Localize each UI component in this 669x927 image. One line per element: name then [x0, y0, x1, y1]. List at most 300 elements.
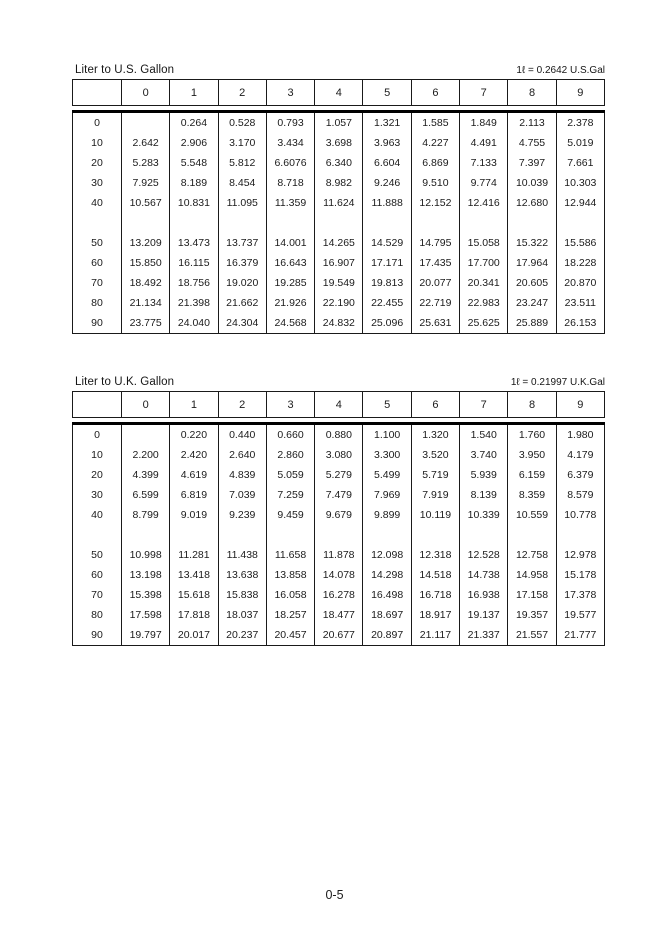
table-cell: 7.133 [460, 153, 508, 173]
table-row [73, 173, 605, 193]
table-cell: 23.775 [122, 313, 170, 334]
table-title-row [75, 64, 605, 76]
table-cell: 17.378 [556, 585, 604, 605]
table-cell [556, 525, 604, 545]
table-cell: 10.039 [508, 173, 556, 193]
table-cell: 14.738 [460, 565, 508, 585]
table-row [73, 565, 605, 585]
table-cell: 15.058 [460, 233, 508, 253]
table-cell [218, 525, 266, 545]
column-header-table [72, 391, 605, 418]
col-header: 7 [460, 392, 508, 418]
row-label: 40 [73, 505, 122, 525]
table-cell: 12.528 [460, 545, 508, 565]
table-cell: 6.340 [315, 153, 363, 173]
table-cell: 10.831 [170, 193, 218, 213]
col-header: 5 [363, 392, 411, 418]
table-cell: 12.944 [556, 193, 604, 213]
table-row [73, 605, 605, 625]
corner-cell [73, 392, 122, 418]
table-cell: 6.869 [411, 153, 459, 173]
table-cell [556, 213, 604, 233]
table-cell: 2.860 [266, 445, 314, 465]
table-cell: 12.416 [460, 193, 508, 213]
table-cell: 20.077 [411, 273, 459, 293]
table-cell: 20.341 [460, 273, 508, 293]
table-cell: 16.058 [266, 585, 314, 605]
conversion-factor-note: 1ℓ = 0.21997 U.K.Gal [510, 377, 605, 388]
table-cell: 8.718 [266, 173, 314, 193]
table-cell: 13.737 [218, 233, 266, 253]
table-cell: 13.209 [122, 233, 170, 253]
table-cell: 10.778 [556, 505, 604, 525]
table-cell: 26.153 [556, 313, 604, 334]
table-cell: 6.819 [170, 485, 218, 505]
table-cell: 13.418 [170, 565, 218, 585]
table-cell [170, 525, 218, 545]
table-cell: 19.357 [508, 605, 556, 625]
table-cell: 5.939 [460, 465, 508, 485]
table-cell: 9.019 [170, 505, 218, 525]
table-row [73, 153, 605, 173]
table-cell: 14.265 [315, 233, 363, 253]
table-cell: 16.907 [315, 253, 363, 273]
table-cell: 5.499 [363, 465, 411, 485]
table-cell: 15.178 [556, 565, 604, 585]
table-cell [122, 112, 170, 134]
table-cell: 2.113 [508, 112, 556, 134]
row-label: 50 [73, 233, 122, 253]
table-cell: 17.700 [460, 253, 508, 273]
table-cell: 5.812 [218, 153, 266, 173]
table-cell [508, 213, 556, 233]
table-row [73, 445, 605, 465]
table-cell: 8.139 [460, 485, 508, 505]
row-label: 60 [73, 565, 122, 585]
table-cell: 14.529 [363, 233, 411, 253]
table-row [73, 273, 605, 293]
table-cell: 6.159 [508, 465, 556, 485]
table-body [72, 422, 605, 646]
table-cell: 7.479 [315, 485, 363, 505]
table-cell: 25.096 [363, 313, 411, 334]
table-cell: 3.963 [363, 133, 411, 153]
table-cell: 9.510 [411, 173, 459, 193]
table-cell: 11.888 [363, 193, 411, 213]
table-row [73, 545, 605, 565]
table-cell [266, 525, 314, 545]
table-cell: 20.677 [315, 625, 363, 646]
row-label: 80 [73, 605, 122, 625]
table-cell: 19.549 [315, 273, 363, 293]
table-cell: 4.179 [556, 445, 604, 465]
table-cell: 14.078 [315, 565, 363, 585]
table-cell: 7.039 [218, 485, 266, 505]
table-cell: 2.642 [122, 133, 170, 153]
row-label: 20 [73, 153, 122, 173]
table-cell: 10.119 [411, 505, 459, 525]
table-cell: 21.337 [460, 625, 508, 646]
table-cell: 21.557 [508, 625, 556, 646]
table-cell: 4.399 [122, 465, 170, 485]
table-cell: 17.171 [363, 253, 411, 273]
table-title: Liter to U.S. Gallon [75, 64, 175, 76]
table-cell: 11.359 [266, 193, 314, 213]
table-cell: 0.528 [218, 112, 266, 134]
table-cell: 3.434 [266, 133, 314, 153]
table-cell: 21.777 [556, 625, 604, 646]
table-cell: 20.457 [266, 625, 314, 646]
table-cell: 9.239 [218, 505, 266, 525]
table-cell: 17.964 [508, 253, 556, 273]
table-cell [170, 213, 218, 233]
table-cell: 19.797 [122, 625, 170, 646]
table-cell: 18.228 [556, 253, 604, 273]
table-cell: 11.281 [170, 545, 218, 565]
row-label [73, 213, 122, 233]
table-cell [218, 213, 266, 233]
table-cell: 23.247 [508, 293, 556, 313]
table-cell: 8.799 [122, 505, 170, 525]
table-cell: 6.6076 [266, 153, 314, 173]
col-header: 0 [122, 392, 170, 418]
table-cell: 13.198 [122, 565, 170, 585]
table-cell: 2.200 [122, 445, 170, 465]
table-cell: 2.906 [170, 133, 218, 153]
row-label: 40 [73, 193, 122, 213]
table-cell: 20.017 [170, 625, 218, 646]
table-cell: 10.303 [556, 173, 604, 193]
table-cell [363, 213, 411, 233]
table-cell: 15.398 [122, 585, 170, 605]
table-cell: 20.870 [556, 273, 604, 293]
row-label: 10 [73, 445, 122, 465]
table-cell: 4.755 [508, 133, 556, 153]
table-cell: 3.740 [460, 445, 508, 465]
table-cell: 10.567 [122, 193, 170, 213]
table-cell [315, 525, 363, 545]
table-cell: 19.137 [460, 605, 508, 625]
table-cell: 5.283 [122, 153, 170, 173]
table-cell: 22.455 [363, 293, 411, 313]
col-header: 5 [363, 80, 411, 106]
spacer-row [73, 525, 605, 545]
table-cell: 21.117 [411, 625, 459, 646]
table-cell [411, 525, 459, 545]
table-cell: 6.599 [122, 485, 170, 505]
table-body [72, 110, 605, 334]
col-header: 9 [556, 80, 604, 106]
table-cell: 4.839 [218, 465, 266, 485]
table-cell: 11.438 [218, 545, 266, 565]
table-row [73, 293, 605, 313]
table-cell [122, 525, 170, 545]
table-cell: 3.080 [315, 445, 363, 465]
table-cell: 22.983 [460, 293, 508, 313]
table-cell: 24.568 [266, 313, 314, 334]
table-cell: 19.813 [363, 273, 411, 293]
table-cell: 5.548 [170, 153, 218, 173]
col-header: 3 [266, 392, 314, 418]
table-row [73, 193, 605, 213]
table-cell: 5.059 [266, 465, 314, 485]
table-cell: 4.491 [460, 133, 508, 153]
col-header: 4 [315, 392, 363, 418]
table-cell: 12.758 [508, 545, 556, 565]
row-label: 70 [73, 273, 122, 293]
table-cell: 17.158 [508, 585, 556, 605]
table-cell: 9.679 [315, 505, 363, 525]
table-row [73, 253, 605, 273]
col-header: 8 [508, 80, 556, 106]
col-header: 1 [170, 80, 218, 106]
col-header: 2 [218, 80, 266, 106]
liter-to-us-gallon-table [72, 64, 605, 334]
row-label: 70 [73, 585, 122, 605]
table-cell: 5.279 [315, 465, 363, 485]
page-number: 0-5 [325, 888, 344, 902]
table-cell: 8.454 [218, 173, 266, 193]
table-cell: 20.237 [218, 625, 266, 646]
row-label: 90 [73, 313, 122, 334]
table-cell: 19.285 [266, 273, 314, 293]
table-cell: 18.756 [170, 273, 218, 293]
table-cell: 7.397 [508, 153, 556, 173]
table-cell: 1.057 [315, 112, 363, 134]
table-cell: 17.818 [170, 605, 218, 625]
table-cell: 13.858 [266, 565, 314, 585]
table-cell: 16.498 [363, 585, 411, 605]
col-header: 6 [411, 80, 459, 106]
table-cell: 12.152 [411, 193, 459, 213]
table-cell: 2.640 [218, 445, 266, 465]
table-cell: 7.969 [363, 485, 411, 505]
table-cell: 16.643 [266, 253, 314, 273]
table-cell: 11.658 [266, 545, 314, 565]
table-cell [315, 213, 363, 233]
spacer-row [73, 213, 605, 233]
table-cell: 19.577 [556, 605, 604, 625]
row-label: 80 [73, 293, 122, 313]
table-cell: 3.698 [315, 133, 363, 153]
table-cell: 12.318 [411, 545, 459, 565]
table-row [73, 233, 605, 253]
table-cell [508, 525, 556, 545]
table-cell: 15.838 [218, 585, 266, 605]
table-cell: 23.511 [556, 293, 604, 313]
table-cell: 24.040 [170, 313, 218, 334]
table-cell: 9.246 [363, 173, 411, 193]
column-header-row [73, 80, 605, 106]
table-cell: 22.190 [315, 293, 363, 313]
table-cell: 2.378 [556, 112, 604, 134]
table-cell: 1.320 [411, 424, 459, 446]
conversion-factor-note: 1ℓ = 0.2642 U.S.Gal [516, 65, 605, 76]
table-cell: 16.278 [315, 585, 363, 605]
table-row [73, 313, 605, 334]
table-cell: 25.625 [460, 313, 508, 334]
table-cell: 18.492 [122, 273, 170, 293]
row-label: 0 [73, 112, 122, 134]
table-cell: 2.420 [170, 445, 218, 465]
table-cell: 18.697 [363, 605, 411, 625]
table-cell: 6.379 [556, 465, 604, 485]
col-header: 2 [218, 392, 266, 418]
table-cell: 18.917 [411, 605, 459, 625]
table-cell: 12.680 [508, 193, 556, 213]
table-cell: 7.925 [122, 173, 170, 193]
table-cell: 25.889 [508, 313, 556, 334]
table-cell: 5.019 [556, 133, 604, 153]
table-row [73, 505, 605, 525]
row-label: 0 [73, 424, 122, 446]
table-cell: 17.598 [122, 605, 170, 625]
table-cell: 3.300 [363, 445, 411, 465]
liter-to-uk-gallon-table [72, 376, 605, 646]
table-cell: 16.379 [218, 253, 266, 273]
table-row [73, 485, 605, 505]
row-label: 50 [73, 545, 122, 565]
table-cell: 14.518 [411, 565, 459, 585]
table-cell: 22.719 [411, 293, 459, 313]
table-cell [460, 525, 508, 545]
table-row [73, 424, 605, 446]
conversion-tables-sheet [72, 64, 605, 646]
table-cell: 11.095 [218, 193, 266, 213]
table-cell: 12.978 [556, 545, 604, 565]
col-header: 7 [460, 80, 508, 106]
table-cell: 11.878 [315, 545, 363, 565]
table-cell [411, 213, 459, 233]
table-cell: 0.660 [266, 424, 314, 446]
table-cell: 15.618 [170, 585, 218, 605]
col-header: 3 [266, 80, 314, 106]
col-header: 8 [508, 392, 556, 418]
table-cell: 6.604 [363, 153, 411, 173]
table-cell: 1.321 [363, 112, 411, 134]
table-row [73, 112, 605, 134]
column-header-table [72, 79, 605, 106]
table-cell: 10.339 [460, 505, 508, 525]
table-cell: 0.220 [170, 424, 218, 446]
table-cell: 8.359 [508, 485, 556, 505]
table-cell: 0.880 [315, 424, 363, 446]
table-cell: 11.624 [315, 193, 363, 213]
table-cell: 18.257 [266, 605, 314, 625]
table-cell: 8.982 [315, 173, 363, 193]
table-cell: 19.020 [218, 273, 266, 293]
row-label: 20 [73, 465, 122, 485]
column-header-row [73, 392, 605, 418]
table-cell: 1.100 [363, 424, 411, 446]
table-cell: 21.134 [122, 293, 170, 313]
table-cell: 0.793 [266, 112, 314, 134]
table-row [73, 585, 605, 605]
table-cell: 9.459 [266, 505, 314, 525]
table-cell: 24.832 [315, 313, 363, 334]
table-cell: 4.619 [170, 465, 218, 485]
table-row [73, 625, 605, 646]
table-cell: 7.661 [556, 153, 604, 173]
table-cell: 8.579 [556, 485, 604, 505]
row-label: 10 [73, 133, 122, 153]
table-cell: 4.227 [411, 133, 459, 153]
table-cell: 1.540 [460, 424, 508, 446]
table-cell: 13.638 [218, 565, 266, 585]
table-row [73, 133, 605, 153]
table-cell: 12.098 [363, 545, 411, 565]
row-label [73, 525, 122, 545]
table-cell: 16.115 [170, 253, 218, 273]
table-title: Liter to U.K. Gallon [75, 376, 175, 388]
table-cell: 1.849 [460, 112, 508, 134]
table-cell: 14.001 [266, 233, 314, 253]
col-header: 0 [122, 80, 170, 106]
table-cell: 16.718 [411, 585, 459, 605]
col-header: 1 [170, 392, 218, 418]
table-cell: 21.926 [266, 293, 314, 313]
row-label: 30 [73, 173, 122, 193]
table-cell: 21.662 [218, 293, 266, 313]
table-cell: 14.795 [411, 233, 459, 253]
corner-cell [73, 80, 122, 106]
table-cell: 7.259 [266, 485, 314, 505]
table-cell: 18.037 [218, 605, 266, 625]
table-cell: 8.189 [170, 173, 218, 193]
table-cell: 25.631 [411, 313, 459, 334]
table-cell: 24.304 [218, 313, 266, 334]
row-label: 60 [73, 253, 122, 273]
row-label: 30 [73, 485, 122, 505]
row-label: 90 [73, 625, 122, 646]
table-row [73, 465, 605, 485]
col-header: 4 [315, 80, 363, 106]
table-cell: 3.170 [218, 133, 266, 153]
table-cell: 16.938 [460, 585, 508, 605]
table-cell [122, 213, 170, 233]
table-cell: 18.477 [315, 605, 363, 625]
table-title-row [75, 376, 605, 388]
table-cell [122, 424, 170, 446]
col-header: 6 [411, 392, 459, 418]
table-cell: 0.264 [170, 112, 218, 134]
table-cell: 1.585 [411, 112, 459, 134]
table-cell: 15.586 [556, 233, 604, 253]
table-cell: 0.440 [218, 424, 266, 446]
table-cell [363, 525, 411, 545]
table-cell: 14.958 [508, 565, 556, 585]
table-cell: 3.950 [508, 445, 556, 465]
table-cell: 1.760 [508, 424, 556, 446]
table-cell: 3.520 [411, 445, 459, 465]
table-cell: 21.398 [170, 293, 218, 313]
col-header: 9 [556, 392, 604, 418]
table-cell: 1.980 [556, 424, 604, 446]
table-cell: 13.473 [170, 233, 218, 253]
table-cell: 10.998 [122, 545, 170, 565]
table-cell: 17.435 [411, 253, 459, 273]
table-cell: 5.719 [411, 465, 459, 485]
table-cell: 20.605 [508, 273, 556, 293]
table-cell: 9.899 [363, 505, 411, 525]
table-cell: 9.774 [460, 173, 508, 193]
table-cell: 15.850 [122, 253, 170, 273]
table-cell [266, 213, 314, 233]
table-cell: 15.322 [508, 233, 556, 253]
table-cell [460, 213, 508, 233]
table-cell: 7.919 [411, 485, 459, 505]
table-cell: 10.559 [508, 505, 556, 525]
